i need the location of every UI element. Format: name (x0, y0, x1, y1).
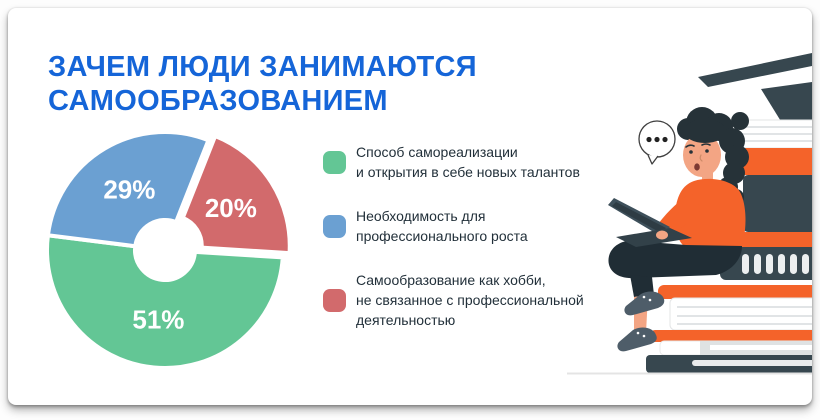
book-dark-1 (743, 175, 812, 232)
speech-bubble-icon (639, 121, 675, 164)
legend-swatch-green (323, 151, 346, 174)
legend-swatch-red (323, 289, 346, 312)
graduation-cap-icon (698, 53, 812, 123)
legend-label: Способ самореализации и открытия в себе новых талантов (356, 144, 580, 180)
book-orange-1 (738, 148, 812, 175)
book-dark-bottom (646, 355, 812, 373)
ellipsis-dots (646, 137, 667, 142)
legend-swatch-blue (323, 215, 346, 238)
woman-sneaker-1 (624, 292, 664, 316)
book-orange-3 (658, 285, 812, 299)
legend-label: Самообразование как хобби, не связанное с профессиональной деятельностью (356, 272, 584, 328)
page-title: ЗАЧЕМ ЛЮДИ ЗАНИМАЮТСЯ САМООБРАЗОВАНИЕМ (48, 51, 477, 117)
book-orange-4 (650, 330, 812, 342)
woman-pants (608, 241, 742, 278)
legend-label: Необходимость для профессионального роста (356, 208, 528, 244)
pie-chart (35, 120, 295, 380)
pie-slice-label: 51% (132, 304, 185, 335)
illustration (556, 45, 812, 377)
pie-slice-label: 29% (103, 174, 156, 205)
woman-sneaker-2 (617, 328, 656, 352)
book-white-band (660, 341, 812, 355)
book-pages-big (670, 298, 812, 330)
woman-hand (656, 231, 668, 240)
pie-slice-label: 20% (204, 193, 257, 224)
slide-card (8, 8, 812, 405)
woman-fringe (684, 119, 726, 143)
pie-slice (47, 235, 283, 368)
